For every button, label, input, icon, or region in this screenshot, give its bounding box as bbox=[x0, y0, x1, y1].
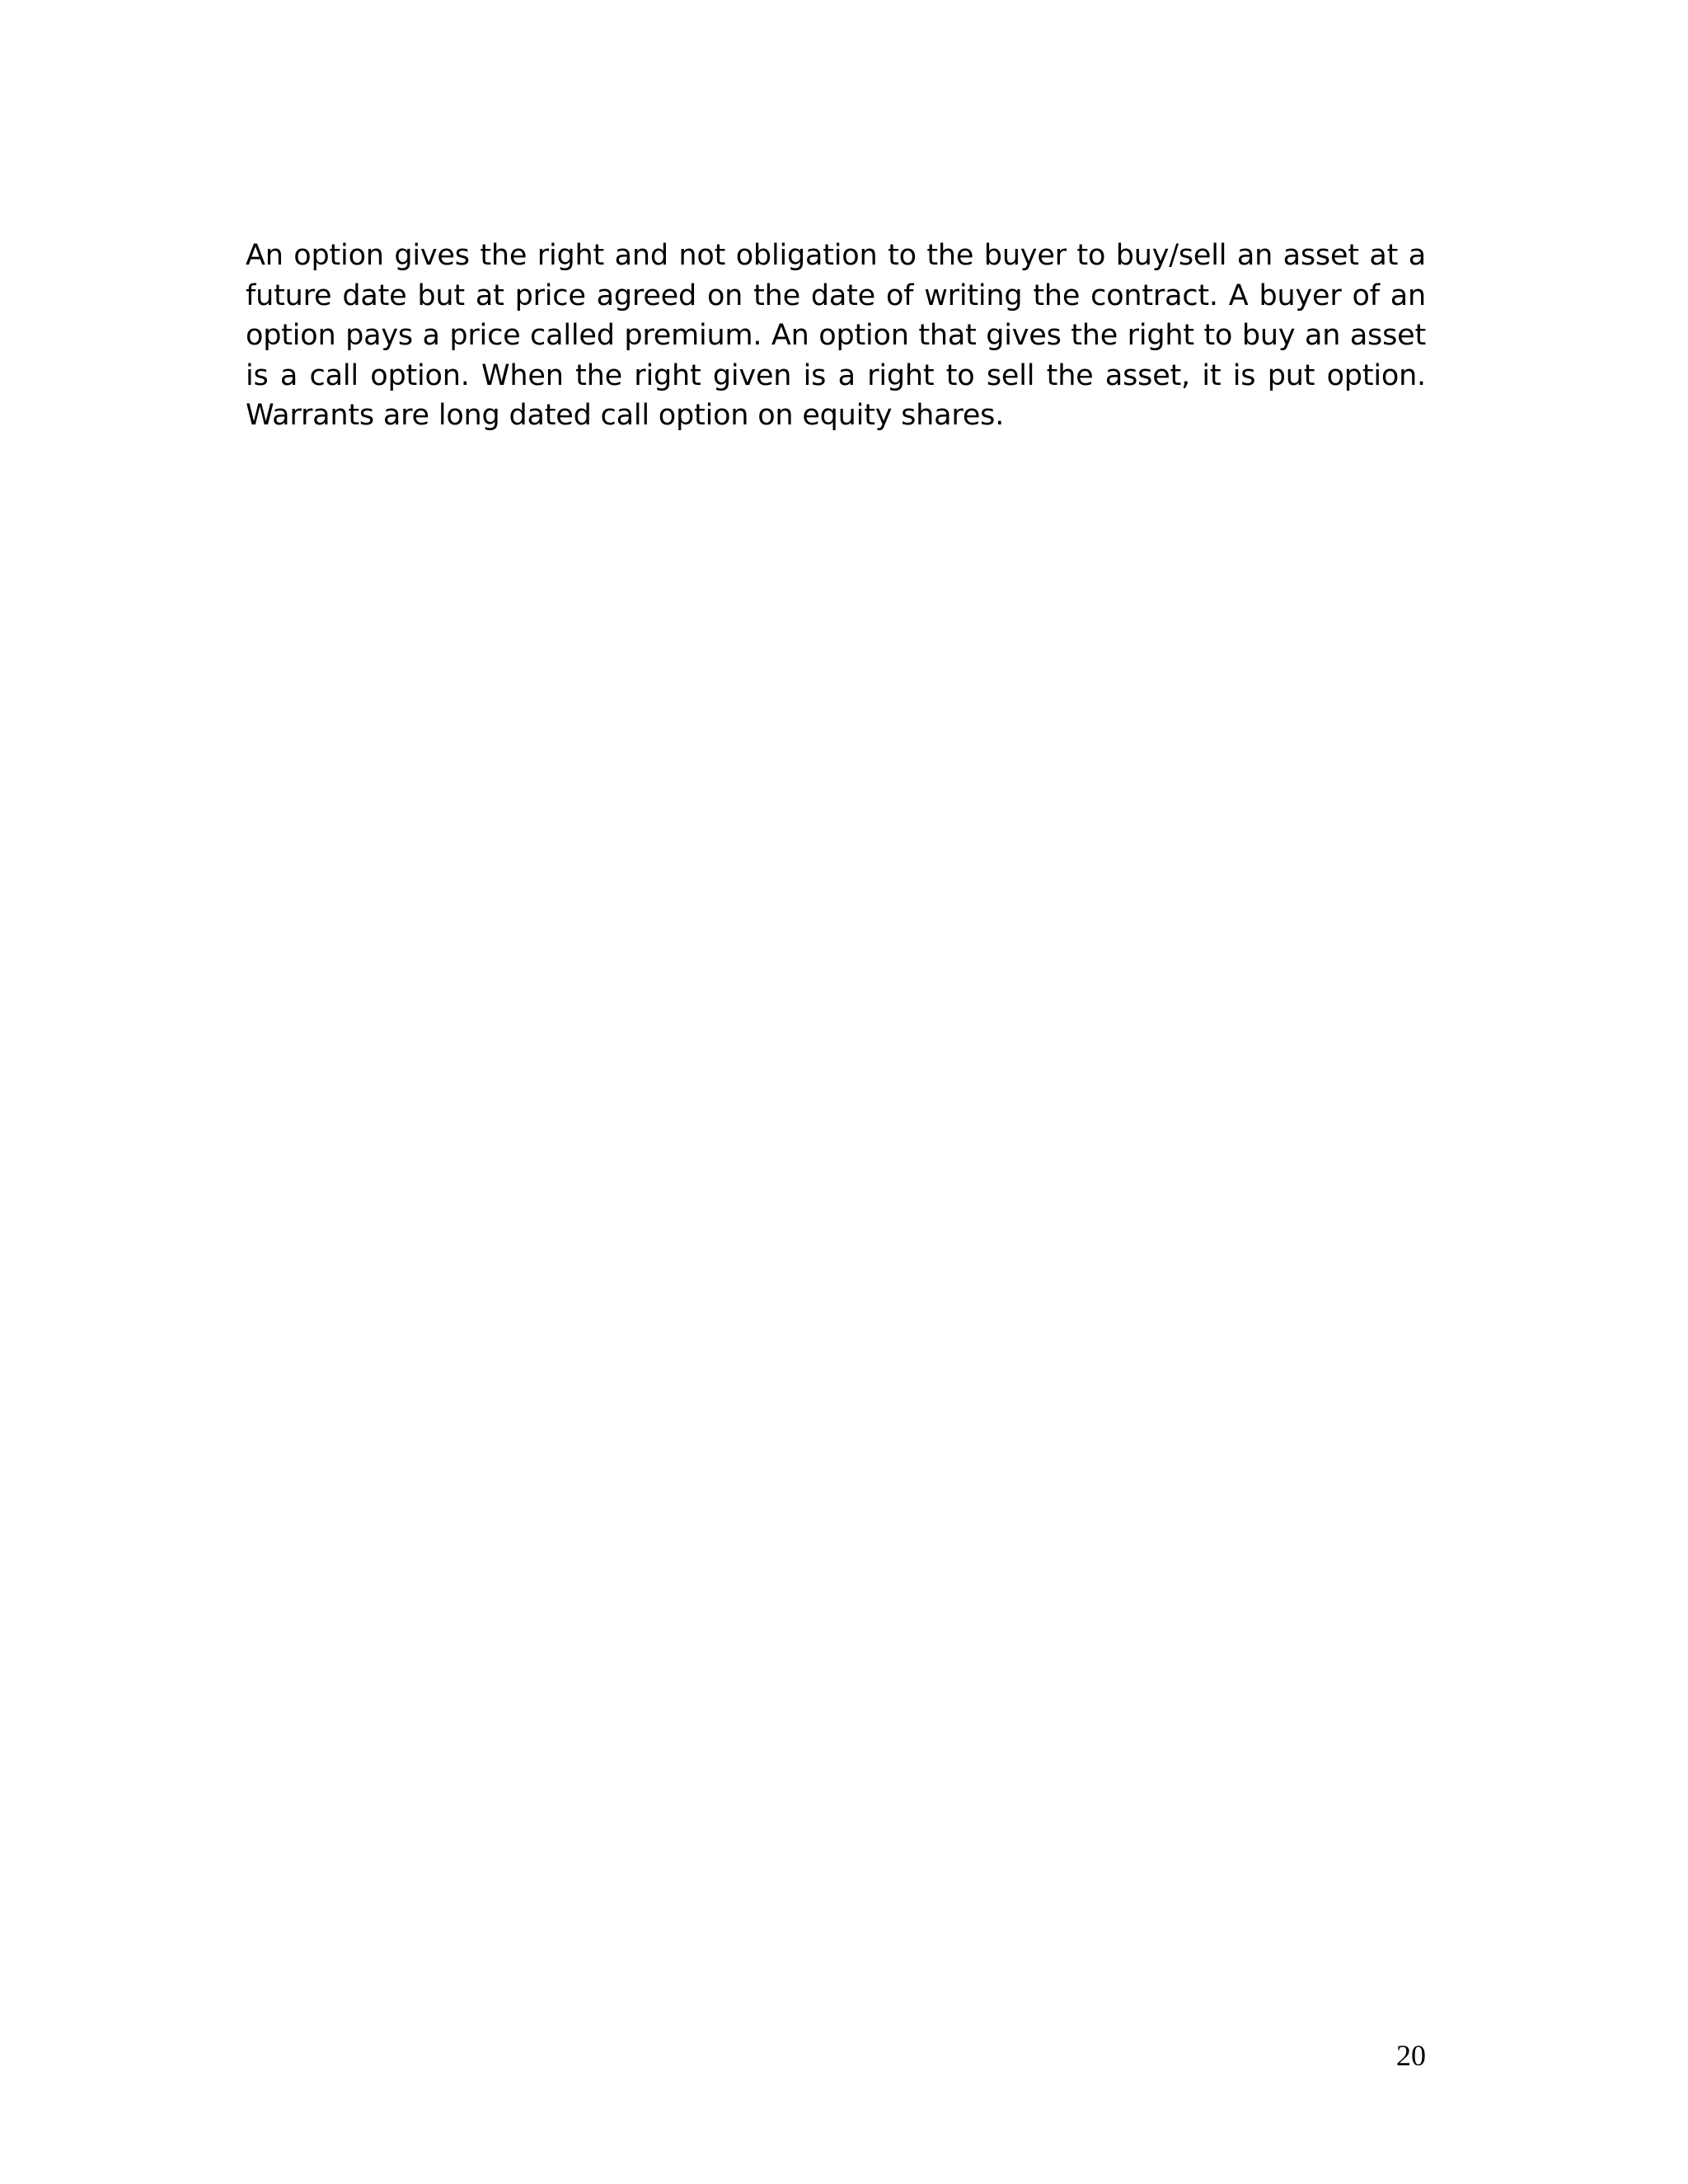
body-paragraph: An option gives the right and not obligation to the buyer to buy/sell an asset at a future date but at price agreed on the date of writing the contract. A buyer of an option pays a price called premium. An option that gives the right to buy an asset is a call option. When the right given is a right to sell the asset, it is put option. Warrants are long dated call option on equity shares. bbox=[246, 239, 1426, 432]
page-number: 20 bbox=[1396, 2039, 1426, 2072]
